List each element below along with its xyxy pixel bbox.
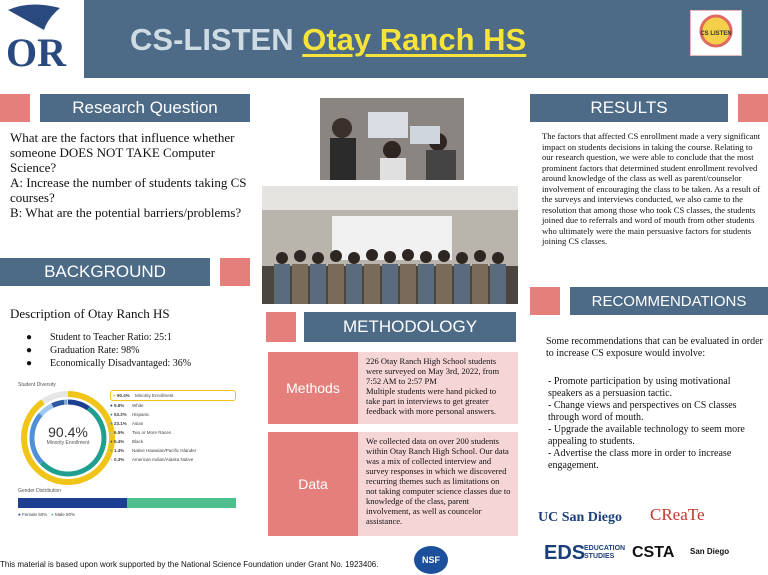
legend-swatch: ● — [110, 439, 114, 444]
legend-label: American Indian/Alaska Native — [131, 457, 194, 462]
poster-title — [130, 22, 650, 58]
legend-item — [110, 428, 236, 437]
legend-item — [110, 390, 236, 401]
methods-text: 226 Otay Ranch High School students were surveyed on May 3rd, 2022, from 7:52 AM to 2:57 PM Multiple students were hand picked to take part in interviews to get greater feedback with more personal answers. — [366, 356, 500, 416]
recommendation-item: - Change views and perspectives on CS classes through word of mouth. — [548, 400, 737, 423]
title-school: Otay Ranch HS — [302, 22, 527, 57]
recommendations-intro: Some recommendations that can be evaluated in order to increase CS exposure would involve: — [546, 336, 763, 359]
donut-center-value: 90.4% — [48, 424, 88, 440]
gender-female-bar — [18, 498, 127, 508]
logo-letters: OR — [6, 30, 66, 75]
research-body — [10, 130, 250, 220]
legend-value: 6.5% — [113, 430, 125, 435]
legend-item — [110, 419, 236, 428]
results-text: The factors that affected CS enrollment made a very significant impact on students decisions in taking the course. Relating to our research question, we were able to conclude that the most prominent factors that determined student enrollment revolved around knowledge of the class as well as parent/counselor involvement of encouraging the class to be taken. As a result of the surveys and interviews conducted, we also came to the resolution that among those who took CS classes, the students joined due to referrals and word of mouth from other students who ultimately were the main persuasive factors for students joining CS classes. — [542, 131, 761, 246]
research-heading: Research Question — [40, 94, 250, 122]
research-option-b: B: What are the potential barriers/problems? — [10, 205, 242, 220]
chart-title: Student Diversity — [18, 382, 56, 388]
research-option-a: A: Increase the number of students taking CS courses? — [10, 175, 247, 205]
gender-legend: ● Female 50% ● Male 50% — [18, 512, 76, 517]
background-description: Description of Otay Ranch HS — [10, 306, 170, 321]
legend-value: 9.6% — [113, 403, 125, 408]
legend-value: 5.4% — [113, 439, 125, 444]
bullet-ratio: ● Student to Teacher Ratio: 25:1 — [26, 332, 172, 343]
legend-swatch: ● — [110, 421, 114, 426]
legend-label: Minority Enrollment — [134, 393, 174, 398]
gender-male-label: Male 50% — [55, 512, 76, 517]
legend-swatch: ● — [113, 393, 117, 398]
legend-item — [110, 410, 236, 419]
footer-text: This material is based upon work supported by the National Science Foundation under Grant No. 1923406. — [0, 560, 379, 569]
legend-value: 90.4% — [116, 393, 130, 398]
legend-value: 1.4% — [113, 448, 125, 453]
legend-swatch: ● — [110, 457, 114, 462]
legend-item — [110, 455, 236, 464]
legend-label: Asian — [131, 421, 144, 426]
bullet-graduation: ● Graduation Rate: 98% — [26, 345, 140, 356]
donut-slice-two-or-more-races — [41, 406, 53, 415]
background-heading: BACKGROUND — [0, 258, 210, 286]
recommendation-item: - Upgrade the available technology to seem more appealing to students. — [548, 424, 745, 447]
bullet-economic: ● Economically Disadvantaged: 36% — [26, 358, 192, 369]
gender-male-bar — [127, 498, 236, 508]
legend-item — [110, 446, 236, 455]
recommendation-item: - Advertise the class more in order to increase engagement. — [548, 448, 732, 471]
legend-swatch: ● — [110, 412, 114, 417]
ucsd-logo: UC San Diego — [538, 510, 623, 525]
recommendations-accent — [530, 287, 560, 315]
legend-label: Hispanic — [131, 412, 150, 417]
recommendations-list — [548, 376, 764, 472]
research-accent — [0, 94, 30, 122]
photo-classroom — [320, 98, 464, 180]
donut-slice-black — [52, 402, 64, 405]
chart-legend — [110, 390, 236, 464]
legend-label: Black — [131, 439, 143, 444]
results-heading: RESULTS — [530, 94, 728, 122]
csta-sub-logo: San Diego — [690, 547, 730, 556]
methodology-accent — [266, 312, 296, 342]
data-label: Data — [268, 432, 358, 536]
legend-value: 23.1% — [113, 421, 127, 426]
legend-swatch: ● — [110, 403, 114, 408]
legend-label: Native Hawaiian/Pacific Islander — [131, 448, 197, 453]
legend-item — [110, 437, 236, 446]
create-logo: CReaTe — [650, 505, 705, 524]
gender-title: Gender Distribution — [18, 488, 62, 494]
listen-logo-text: CS LISTEN — [700, 31, 732, 37]
donut-center-label: Minority Enrollment — [46, 440, 90, 446]
donut-slice-white — [68, 402, 88, 408]
background-accent — [220, 258, 250, 286]
monitor-shape — [368, 112, 408, 138]
background-bullets — [26, 331, 246, 370]
legend-label: White — [131, 403, 144, 408]
photo-group — [262, 186, 518, 304]
legend-value: 0.3% — [113, 457, 125, 462]
nsf-logo: NSF — [414, 546, 448, 574]
otay-ranch-logo — [0, 0, 84, 78]
title-prefix: CS-LISTEN — [130, 22, 294, 57]
legend-item — [110, 401, 236, 410]
diversity-chart — [10, 380, 238, 508]
gender-female-label: Female 50% — [21, 512, 48, 517]
recommendation-item: - Promote participation by using motivational speakers as a persuasion tactic. — [548, 376, 731, 399]
cs-listen-logo — [690, 10, 742, 56]
legend-value: 53.2% — [113, 412, 127, 417]
legend-label: Two or More Races — [131, 430, 171, 435]
results-accent — [738, 94, 768, 122]
eds-logo: EDS — [544, 542, 586, 564]
data-text: We collected data on over 200 students within Otay Ranch High School. Our data was a mix of collected interview and survey responses in which we discovered recurring themes such as limitations on not taking computer science classes due to knowledge of the class, parent involvement, as well as councelor assistance. — [366, 436, 511, 526]
csta-logo: CSTA — [632, 544, 675, 561]
legend-swatch: ● — [110, 448, 114, 453]
methods-label: Methods — [268, 352, 358, 424]
recommendations-heading: RECOMMENDATIONS — [570, 287, 768, 315]
gender-bar — [18, 498, 236, 508]
methodology-heading: METHODOLOGY — [304, 312, 516, 342]
legend-swatch: ● — [110, 430, 114, 435]
mustang-icon — [8, 4, 60, 30]
eds-sub-logo: EDUCATION STUDIES — [584, 545, 626, 560]
research-question: What are the factors that influence whether someone DOES NOT TAKE Computer Science? — [10, 130, 235, 175]
